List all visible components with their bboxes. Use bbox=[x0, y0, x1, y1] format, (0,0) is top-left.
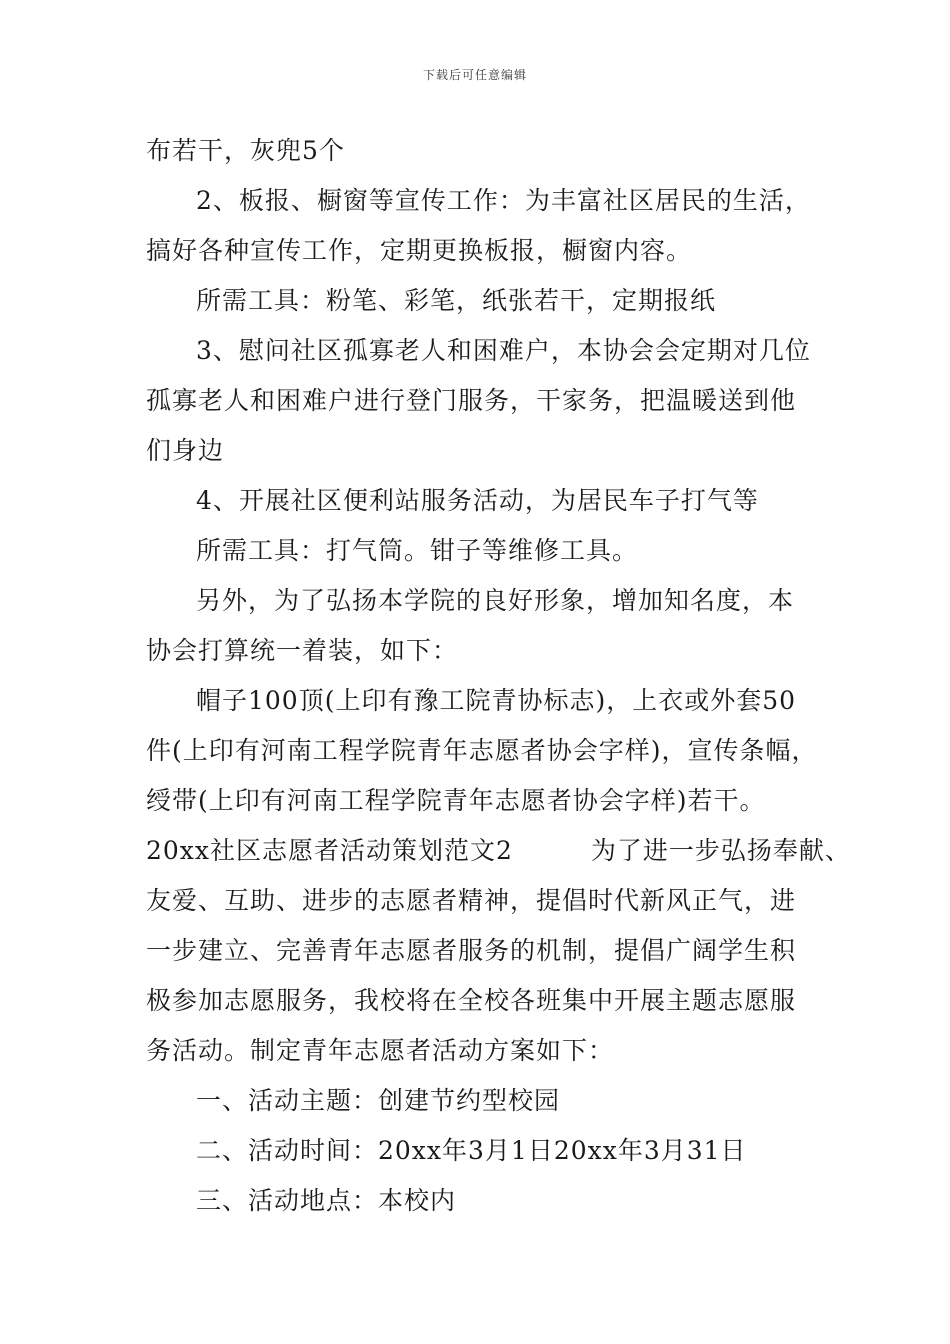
text-line: 所需工具：打气筒。钳子等维修工具。 bbox=[196, 536, 639, 565]
text-line: 布若干，灰兜5个 bbox=[146, 136, 345, 165]
section-title-line: 20xx社区志愿者活动策划范文2 为了进一步弘扬奉献、 bbox=[146, 836, 851, 865]
text-line: 另外，为了弘扬本学院的良好形象，增加知名度，本 bbox=[196, 586, 795, 615]
text-line: 协会打算统一着装，如下： bbox=[146, 636, 459, 665]
text-line: 搞好各种宣传工作，定期更换板报，橱窗内容。 bbox=[146, 236, 693, 265]
text-line: 绶带(上印有河南工程学院青年志愿者协会字样)若干。 bbox=[146, 786, 766, 815]
text-line: 2、板报、橱窗等宣传工作：为丰富社区居民的生活， bbox=[196, 186, 811, 215]
text-line: 们身边 bbox=[146, 436, 225, 465]
text-line: 务活动。制定青年志愿者活动方案如下： bbox=[146, 1036, 615, 1065]
body-text bbox=[146, 126, 851, 1226]
text-line: 一、活动主题：创建节约型校园 bbox=[196, 1086, 561, 1115]
text-line: 三、活动地点：本校内 bbox=[196, 1186, 457, 1215]
text-line: 所需工具：粉笔、彩笔，纸张若干，定期报纸 bbox=[196, 286, 717, 315]
text-line: 4、开展社区便利站服务活动，为居民车子打气等 bbox=[196, 486, 759, 515]
header-note: 下载后可任意编辑 bbox=[422, 68, 527, 82]
text-line: 极参加志愿服务，我校将在全校各班集中开展主题志愿服 bbox=[146, 986, 797, 1015]
text-line: 件(上印有河南工程学院青年志愿者协会字样)，宣传条幅， bbox=[146, 736, 818, 765]
text-line: 友爱、互助、进步的志愿者精神，提倡时代新风正气，进 bbox=[146, 886, 797, 915]
text-line: 一步建立、完善青年志愿者服务的机制，提倡广阔学生积 bbox=[146, 936, 797, 965]
text-line: 帽子100顶(上印有豫工院青协标志)，上衣或外套50 bbox=[196, 686, 797, 715]
text-line: 3、慰问社区孤寡老人和困难户，本协会会定期对几位 bbox=[196, 336, 811, 365]
text-line: 孤寡老人和困难户进行登门服务，干家务，把温暖送到他 bbox=[146, 386, 797, 415]
text-line: 二、活动时间：20xx年3月1日20xx年3月31日 bbox=[196, 1136, 747, 1165]
